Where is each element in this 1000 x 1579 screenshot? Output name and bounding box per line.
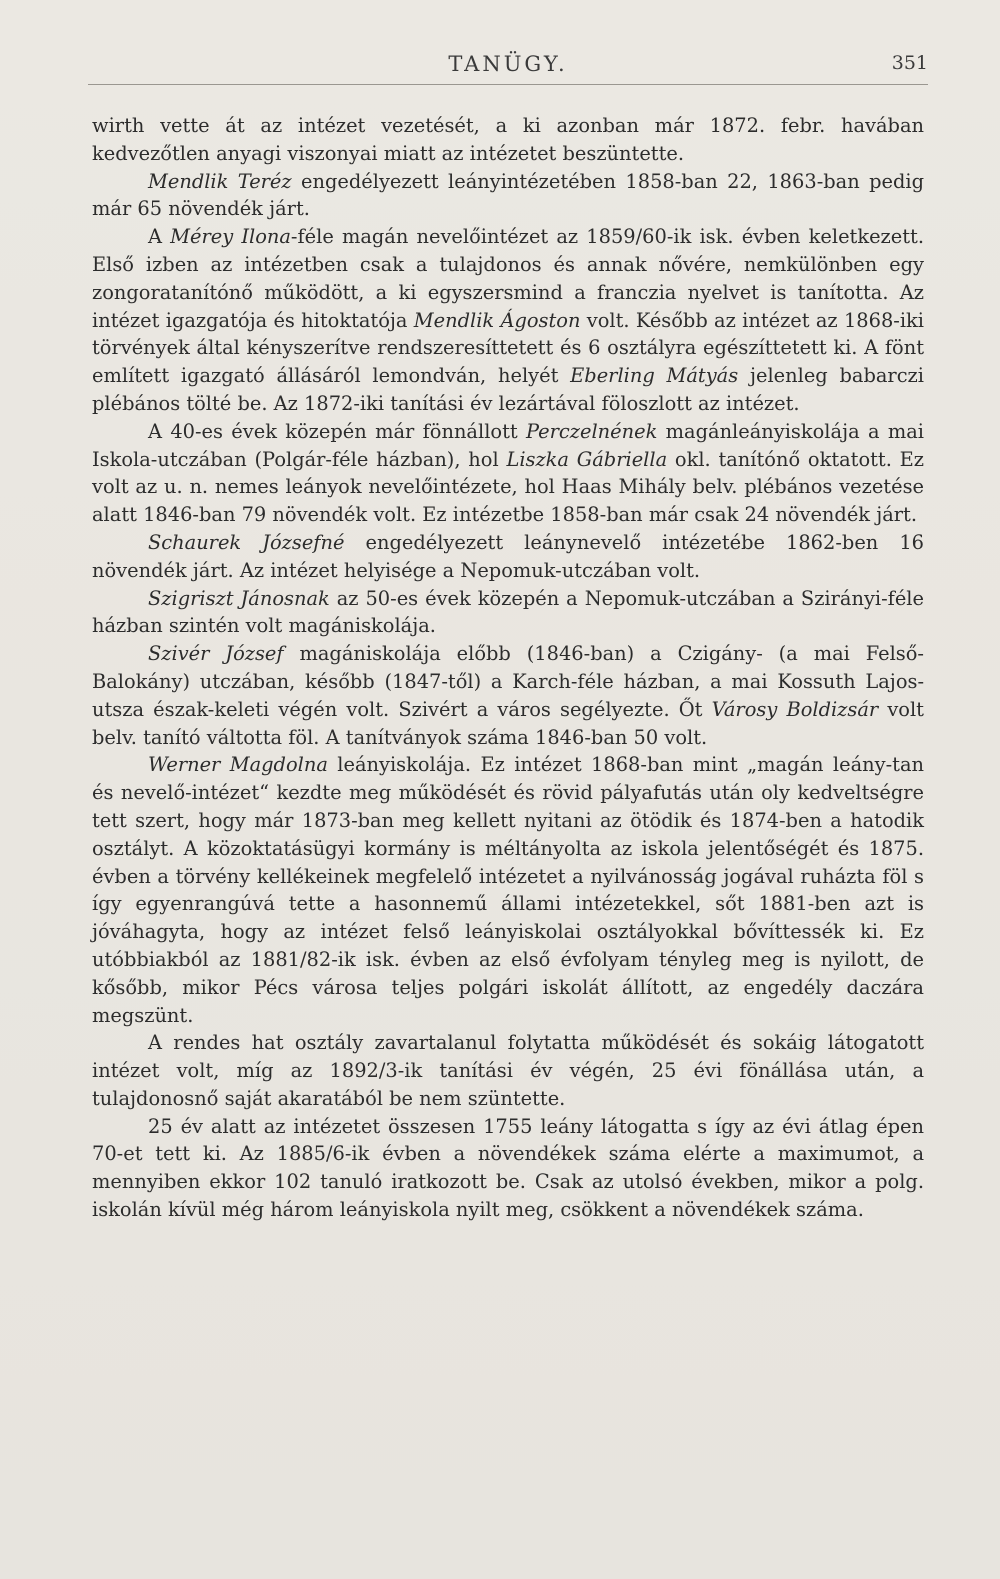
running-title: TANÜGY. bbox=[448, 52, 568, 76]
text-run: okl. tanítónő oktatott. Ez volt az u. n. nemes leányok nevelőintézete, hol Haas Mihály belv. plébános vezetése alatt 1846-ban 79 növendék volt. Ez intézetbe 1858-ban már csak 24 növendék járt. bbox=[92, 447, 925, 527]
text-run: A rendes hat osztály zavartalanul folytatta működését és sokáig látogatott intézet volt, míg az 1892/3-ik tanítási év végén, 25 évi fönállása után, a tulajdonosnő saját akaratából be nem szüntette. bbox=[92, 1031, 924, 1110]
italic-name: Werner Magdolna bbox=[148, 753, 328, 777]
paragraph bbox=[92, 223, 924, 418]
italic-name: Városy Boldizsár bbox=[711, 697, 879, 721]
italic-name: Mendlik Teréz bbox=[148, 169, 292, 193]
text-run: volt. Később az intézet az 1868-iki törvények által kényszerítve rendszeresíttetett és 6 osztályra egészíttetett ki. A fönt említett igazgató állásáról lemondván, helyét bbox=[92, 308, 924, 388]
paragraph bbox=[92, 640, 924, 751]
italic-name: Mérey Ilona bbox=[170, 225, 291, 249]
paragraph bbox=[92, 112, 924, 168]
text-run: volt belv. tanító váltotta föl. A tanítványok száma 1846-ban 50 volt. bbox=[92, 697, 924, 749]
page-number: 351 bbox=[891, 52, 928, 74]
text-run: az 50-es évek közepén a Nepomuk-utczában a Szirányi-féle házban szintén volt magániskolája. bbox=[92, 586, 924, 638]
paragraph bbox=[92, 585, 924, 641]
italic-name: Eberling Mátyás bbox=[570, 364, 739, 388]
text-run: A bbox=[148, 225, 171, 249]
text-run: magániskolája előbb (1846-ban) a Czigány- (a mai Felső-Balokány) utczában, később (1847-től) a Karch-féle házban, a mai Kossuth Lajos-utsza észak-keleti végén volt. Szivért a város segélyezte. Őt bbox=[92, 642, 924, 721]
text-run: A 40-es évek közepén már fönnállott bbox=[148, 419, 526, 443]
text-run: wirth vette át az intézet vezetését, a ki azonban már 1872. febr. havában kedvezőtlen anyagi viszonyai miatt az intézetet beszüntette. bbox=[92, 114, 924, 165]
italic-name: Liszka Gábriella bbox=[506, 447, 668, 471]
text-run: 25 év alatt az intézetet összesen 1755 leány látogatta s így az évi átlag épen 70-et tett ki. Az 1885/6-ik évben a növendékek száma elérte a maximumot, a mennyiben ekkor 102 tanuló iratkozott be. Csak az utolsó években, mikor a polg. iskolán kívül még három leányiskola nyilt meg, csökkent a növendékek száma. bbox=[92, 1114, 924, 1222]
text-run: engedélyezett leányintézetében 1858-ban 22, 1863-ban pedig már 65 növendék járt. bbox=[92, 169, 925, 221]
italic-name: Szigriszt Jánosnak bbox=[148, 586, 330, 610]
text-run: -féle magán nevelőintézet az 1859/60-ik isk. évben keletkezett. Első izben az intézetben csak a tulajdonos és annak nővére, nemkülönben egy zongoratanítónő működött, a ki egyszersmind a franczia nyelvet is tanította. Az intézet igazgatója és hitoktatója bbox=[92, 225, 925, 332]
text-run: magánleányiskolája a mai Iskola-utczában (Polgár-féle házban), hol bbox=[92, 419, 924, 471]
paragraph bbox=[92, 1113, 924, 1224]
text-run: jelenleg babarczi plébános tölté be. Az 1872-iki tanítási év lezártával föloszlott az intézet. bbox=[92, 364, 924, 415]
italic-name: Schaurek Józsefné bbox=[148, 530, 345, 554]
italic-name: Perczelnének bbox=[525, 419, 658, 443]
running-header bbox=[88, 50, 928, 85]
paragraph bbox=[92, 168, 924, 224]
text-run: leányiskolája. Ez intézet 1868-ban mint „magán leány-tan és nevelő-intézet“ kezdte meg működését és rövid pályafutás után oly kedveltségre tett szert, hogy már 1873-ban meg kellett nyitani az ötödik és 1874-ben a hatodik osztályt. A közoktatásügyi kormány is méltányolta az iskola jelentőségét és 1875. évben a törvény kellékeinek megfelelő intézetet a nyilvánosság jogával ruházta föl s így egyenrangúvá tette a hasonnemű állami intézetekkel, sőt 1881-ben azt is jóváhagyta, hogy az intézet felső leányiskolai osztályokkal bővíttessék ki. Ez utóbbiakból az 1881/82-ik isk. évben az első évfolyam tényleg meg is nyilott, de kősőbb, mikor Pécs városa teljes polgári iskolát állított, az engedély daczára megszünt. bbox=[92, 753, 924, 1027]
italic-name: Szivér József bbox=[148, 642, 284, 666]
paragraph bbox=[92, 418, 924, 529]
paragraph bbox=[92, 1029, 924, 1112]
paragraph bbox=[92, 751, 924, 1029]
italic-name: Mendlik Ágoston bbox=[413, 308, 581, 332]
text-run: engedélyezett leánynevelő intézetébe 1862-ben 16 növendék járt. Az intézet helyisége a Nepomuk-utczában volt. bbox=[92, 530, 924, 582]
paragraph bbox=[92, 529, 924, 585]
text-body bbox=[92, 112, 924, 1224]
